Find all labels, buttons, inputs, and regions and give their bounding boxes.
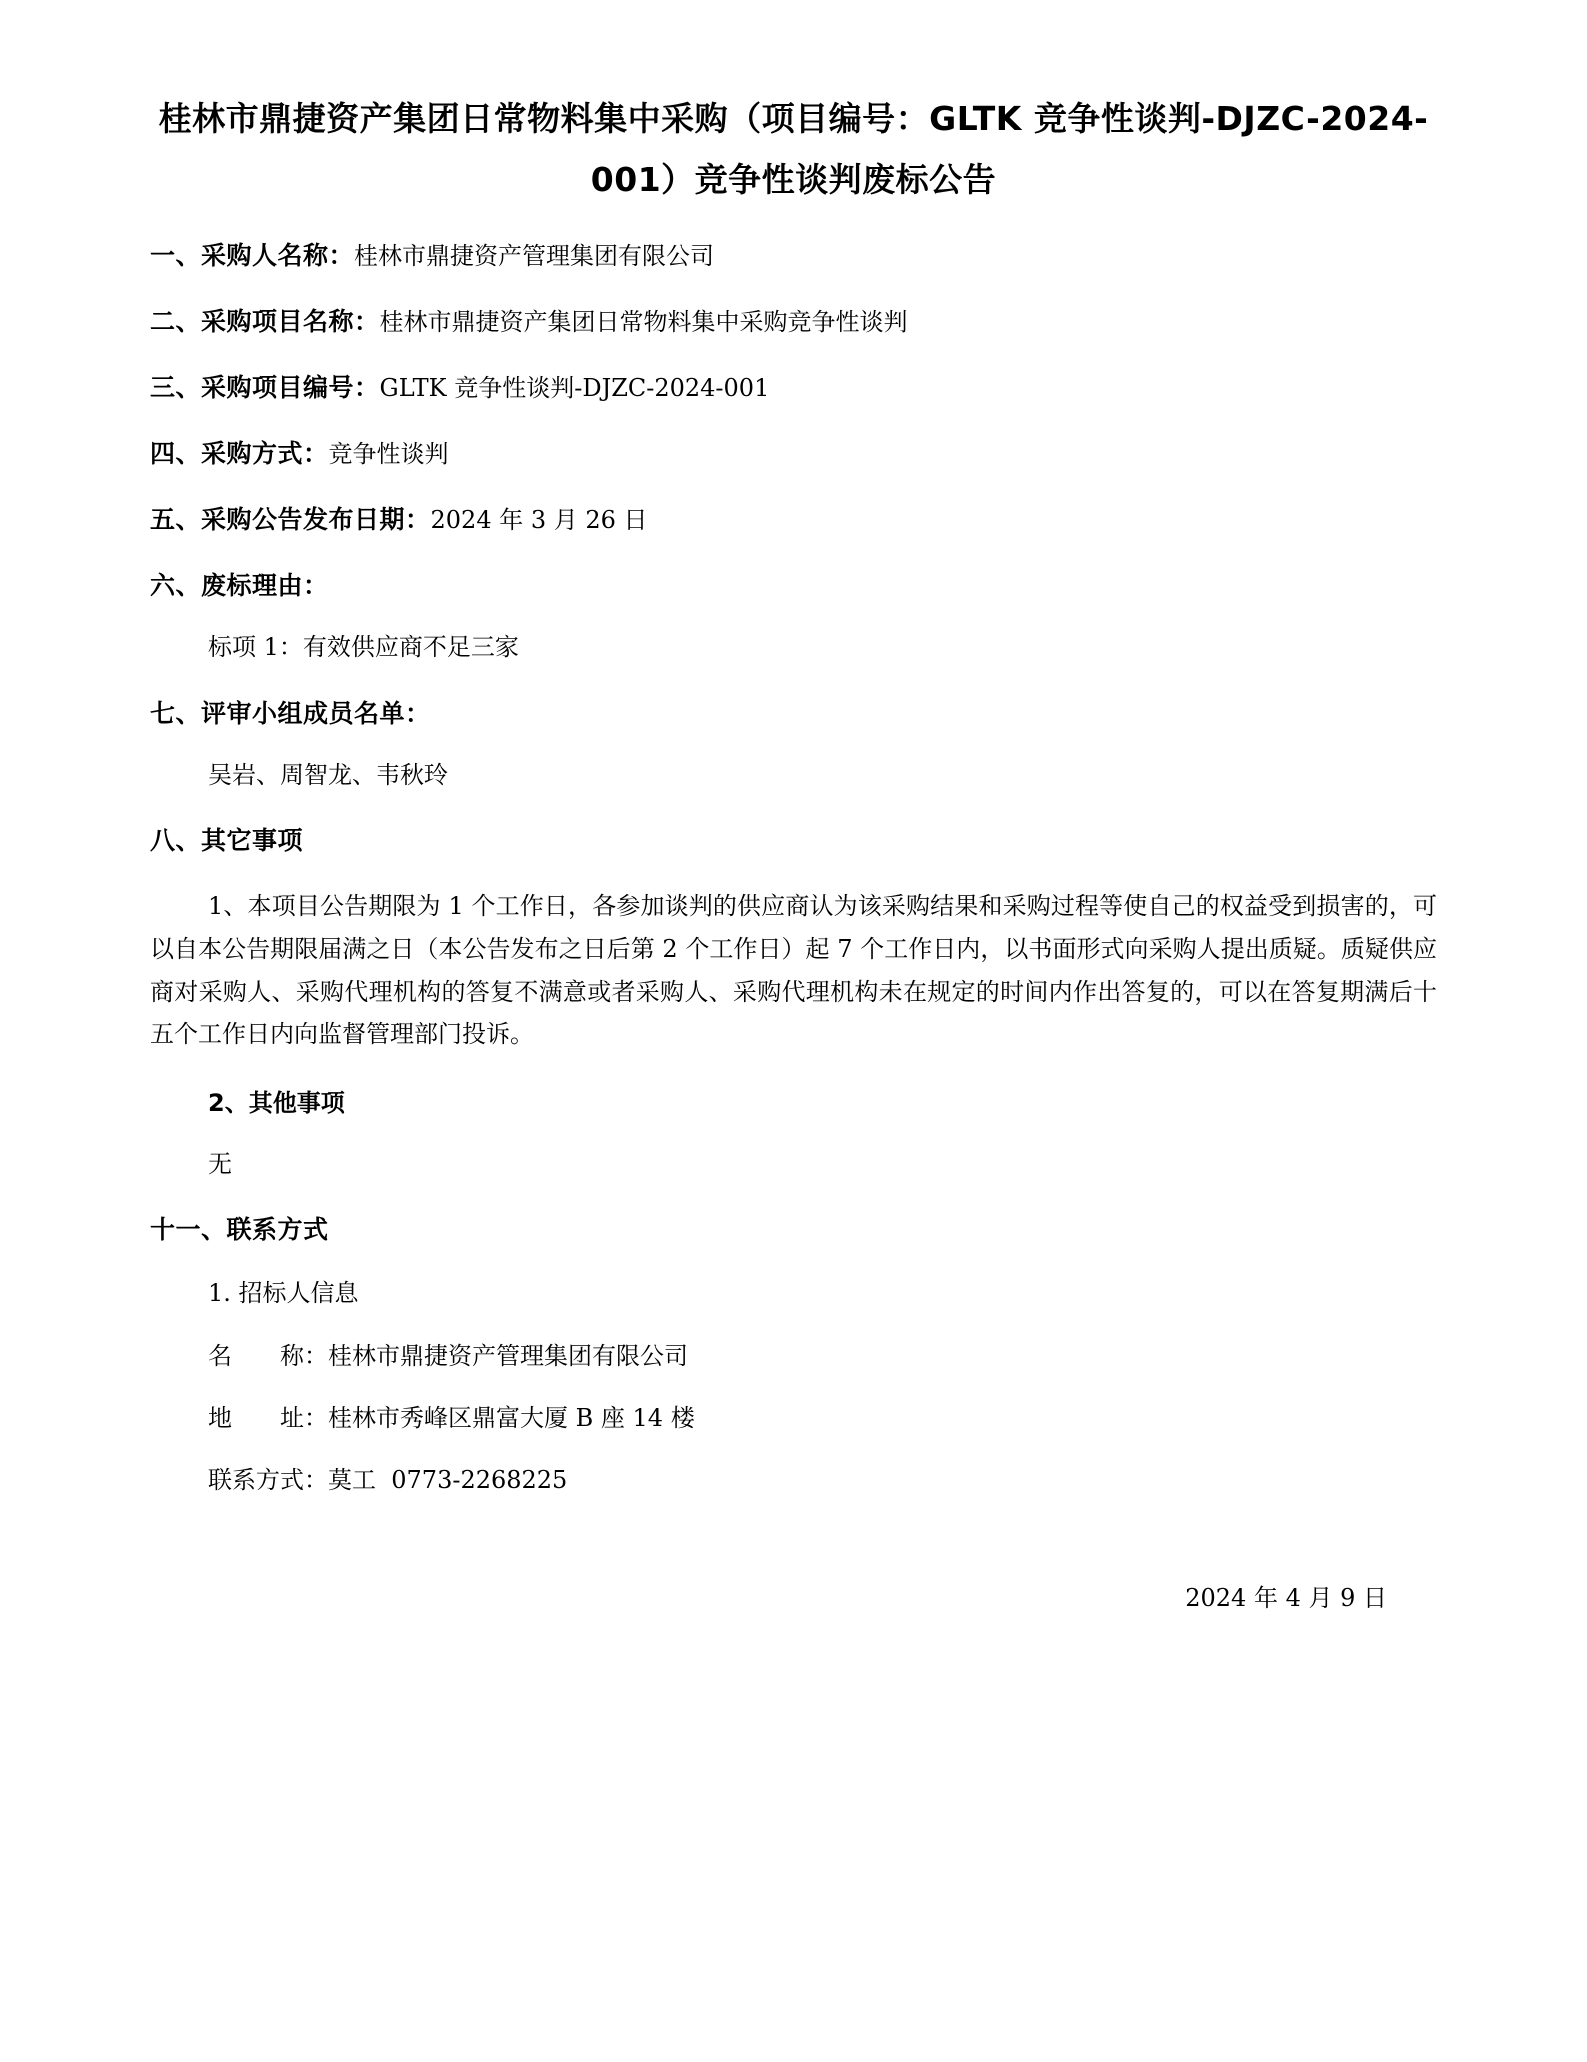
section-label: 三、采购项目编号： <box>150 373 380 403</box>
section-value: 2024 年 3 月 26 日 <box>430 506 648 535</box>
section-label: 一、采购人名称： <box>150 241 355 271</box>
section-value: 桂林市鼎捷资产管理集团有限公司 <box>354 242 715 271</box>
section-label: 五、采购公告发布日期： <box>150 505 431 535</box>
section-purchase-method <box>150 434 1437 474</box>
section-other-matters: 八、其它事项 <box>150 826 304 856</box>
section-announcement-date <box>150 500 1437 540</box>
section-purchaser-name <box>150 236 1437 276</box>
section-value: 桂林市鼎捷资产集团日常物料集中采购竞争性谈判 <box>379 308 908 337</box>
contact-name: 名 称：桂林市鼎捷资产管理集团有限公司 <box>208 1341 688 1370</box>
other-matters-sub-heading: 2、其他事项 <box>208 1089 345 1118</box>
section-value: 竞争性谈判 <box>328 440 449 469</box>
section-label: 六、废标理由： <box>150 571 329 601</box>
section-project-number <box>150 368 1437 408</box>
contact-phone: 联系方式：莫工 0773-2268225 <box>208 1466 568 1495</box>
failure-reason-item: 标项 1：有效供应商不足三家 <box>208 633 519 662</box>
other-matters-sub-value: 无 <box>208 1149 232 1178</box>
section-contact: 十一、联系方式 <box>150 1215 329 1245</box>
section-project-name <box>150 302 1437 342</box>
section-label: 四、采购方式： <box>150 439 329 469</box>
page-title: 桂林市鼎捷资产集团日常物料集中采购（项目编号：GLTK 竞争性谈判-DJZC-2024-001）竞争性谈判废标公告 <box>158 99 1429 200</box>
section-label: 二、采购项目名称： <box>150 307 380 337</box>
review-members: 吴岩、周智龙、韦秋玲 <box>208 760 448 789</box>
section-value: GLTK 竞争性谈判-DJZC-2024-001 <box>379 374 770 403</box>
contact-sub-heading: 1. 招标人信息 <box>208 1279 359 1308</box>
section-review-committee: 七、评审小组成员名单： <box>150 698 431 728</box>
document-date: 2024 年 4 月 9 日 <box>1185 1583 1387 1612</box>
other-matters-paragraph: 1、本项目公告期限为 1 个工作日，各参加谈判的供应商认为该采购结果和采购过程等使自己的权益受到损害的，可以自本公告期限届满之日（本公告发布之日后第 2 个工作日）起 7 个工作日内，以书面形式向采购人提出质疑。质疑供应商对采购人、采购代理机构的答复不满意或者采购人、采购代理机构未在规定的时间内作出答复的，可以在答复期满后十五个工作日内向监督管理部门投诉。 <box>150 892 1437 1049</box>
contact-address: 地 址：桂林市秀峰区鼎富大厦 B 座 14 楼 <box>208 1403 695 1432</box>
section-failure-reason <box>150 566 1437 606</box>
